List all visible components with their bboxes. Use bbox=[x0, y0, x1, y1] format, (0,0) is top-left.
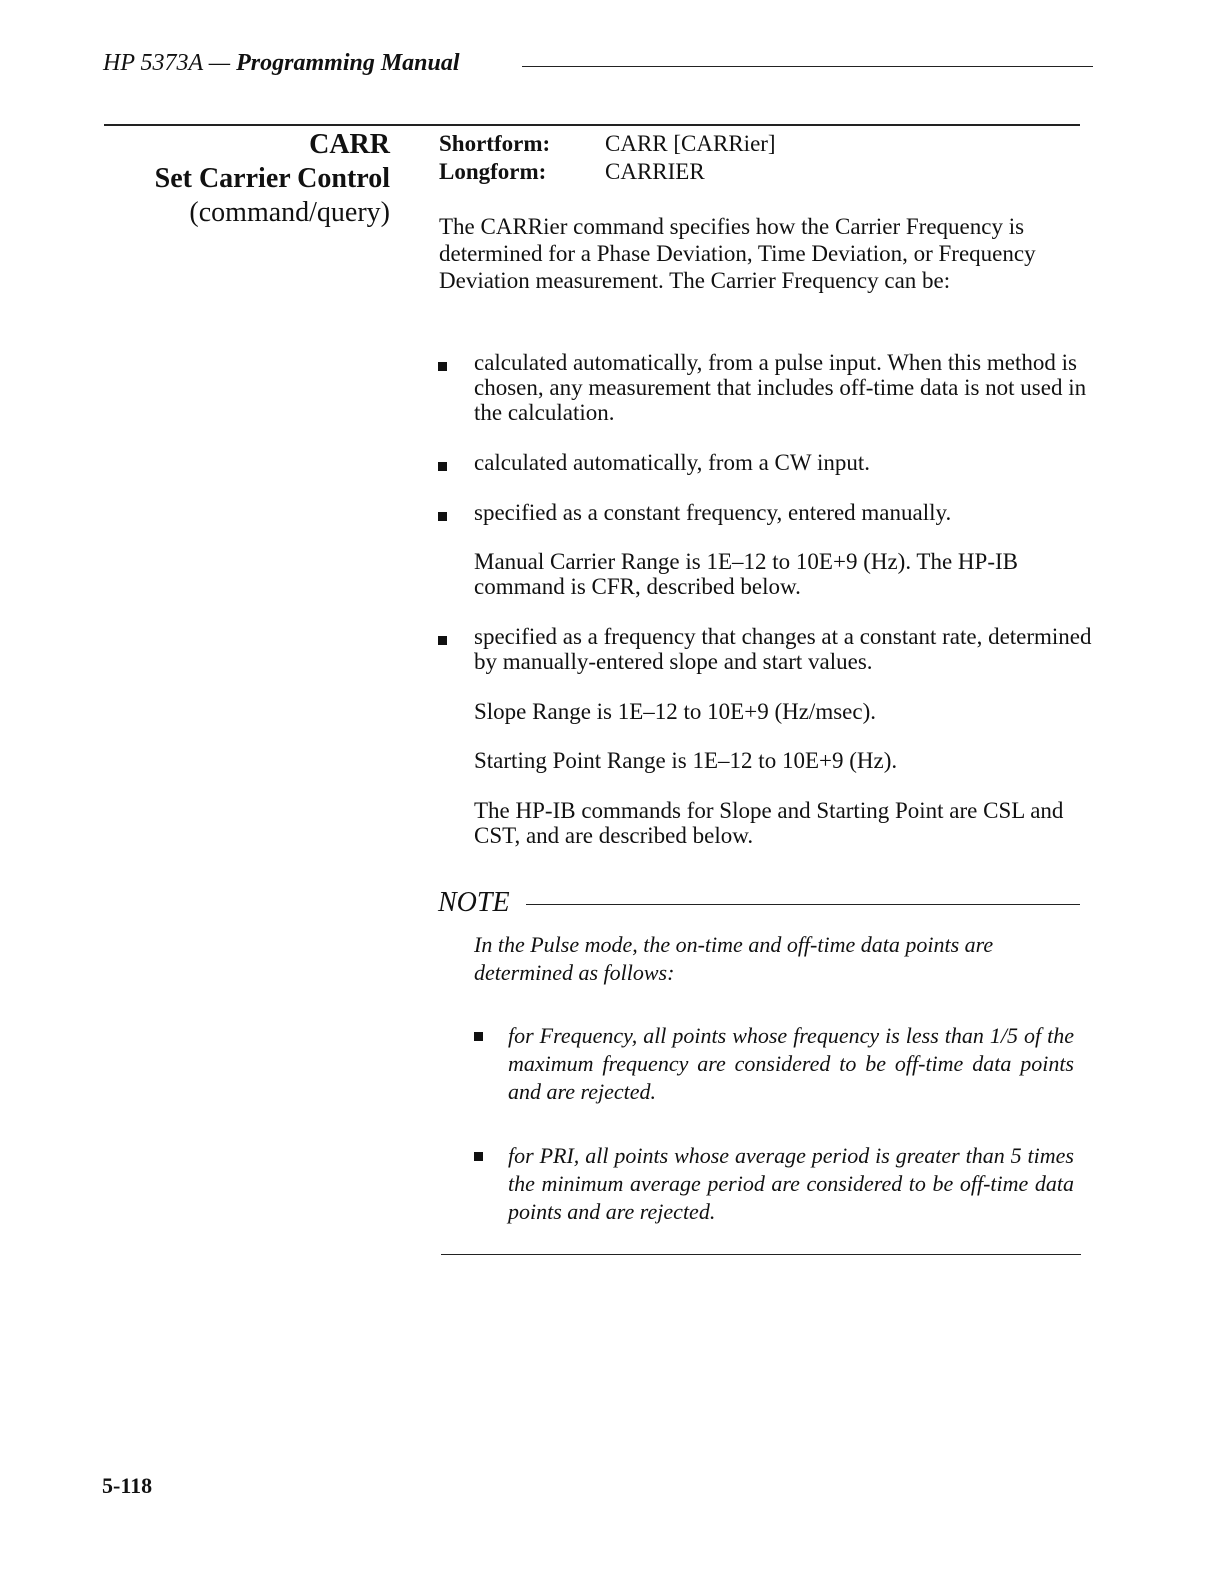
title-separator: — bbox=[208, 50, 231, 76]
longform-row bbox=[439, 158, 776, 186]
bullet-text: specified as a constant frequency, entered manually. bbox=[474, 500, 952, 525]
note-item-text: for Frequency, all points whose frequency is less than 1/5 of the maximum frequency are considered to be off-time data points and are rejected. bbox=[508, 1023, 1074, 1104]
slope-range-paragraph: Slope Range is 1E–12 to 10E+9 (Hz/msec). bbox=[474, 699, 876, 724]
longform-value: CARRIER bbox=[605, 159, 705, 184]
note-heading bbox=[438, 887, 1080, 919]
slope-commands-paragraph: The HP-IB commands for Slope and Starting Point are CSL and CST, and are described below. bbox=[474, 798, 1064, 848]
manual-name: Programming Manual bbox=[236, 50, 460, 76]
bullet-text: specified as a frequency that changes at a constant rate, determined by manually-entered slope and start values. bbox=[474, 624, 1092, 674]
command-mnemonic: CARR bbox=[309, 129, 390, 160]
bullet-text: calculated automatically, from a pulse input. When this method is chosen, any measurement that includes off-time data is not used in the calculation. bbox=[474, 350, 1087, 425]
header-rule bbox=[522, 66, 1093, 67]
bullet-marker bbox=[474, 1032, 483, 1041]
page-number: 5-118 bbox=[102, 1473, 153, 1498]
start-range-paragraph: Starting Point Range is 1E–12 to 10E+9 (Hz). bbox=[474, 748, 898, 773]
manual-range-paragraph: Manual Carrier Range is 1E–12 to 10E+9 (Hz). The HP-IB command is CFR, described below. bbox=[474, 549, 1018, 599]
note-end-rule bbox=[441, 1254, 1081, 1255]
intro-paragraph: The CARRier command specifies how the Carrier Frequency is determined for a Phase Deviation, Time Deviation, or Frequency Deviation measurement. The Carrier Frequency can be: bbox=[439, 214, 1036, 293]
shortform-label: Shortform: bbox=[439, 131, 551, 156]
bullet-marker bbox=[438, 362, 447, 371]
manual-title bbox=[103, 50, 460, 77]
shortform-row bbox=[439, 130, 776, 158]
bullet-marker bbox=[438, 462, 447, 471]
command-forms bbox=[439, 130, 776, 186]
bullet-marker bbox=[438, 636, 447, 645]
running-head bbox=[103, 50, 1093, 80]
command-name: Set Carrier Control bbox=[154, 163, 390, 194]
command-kind: (command/query) bbox=[189, 197, 390, 228]
bullet-text: calculated automatically, from a CW input. bbox=[474, 450, 870, 475]
longform-label: Longform: bbox=[439, 159, 547, 184]
note-rule bbox=[526, 904, 1080, 905]
bullet-marker bbox=[474, 1152, 483, 1161]
shortform-value: CARR [CARRier] bbox=[605, 131, 776, 156]
note-label: NOTE bbox=[438, 887, 510, 918]
note-item-text: for PRI, all points whose average period is greater than 5 times the minimum average period are considered to be off-time data points and are rejected. bbox=[508, 1143, 1074, 1224]
section-top-rule bbox=[104, 124, 1080, 126]
product-name: HP 5373A bbox=[103, 50, 203, 76]
note-intro: In the Pulse mode, the on-time and off-time data points are determined as follows: bbox=[474, 932, 994, 985]
bullet-marker bbox=[438, 512, 447, 521]
command-heading bbox=[155, 128, 390, 230]
